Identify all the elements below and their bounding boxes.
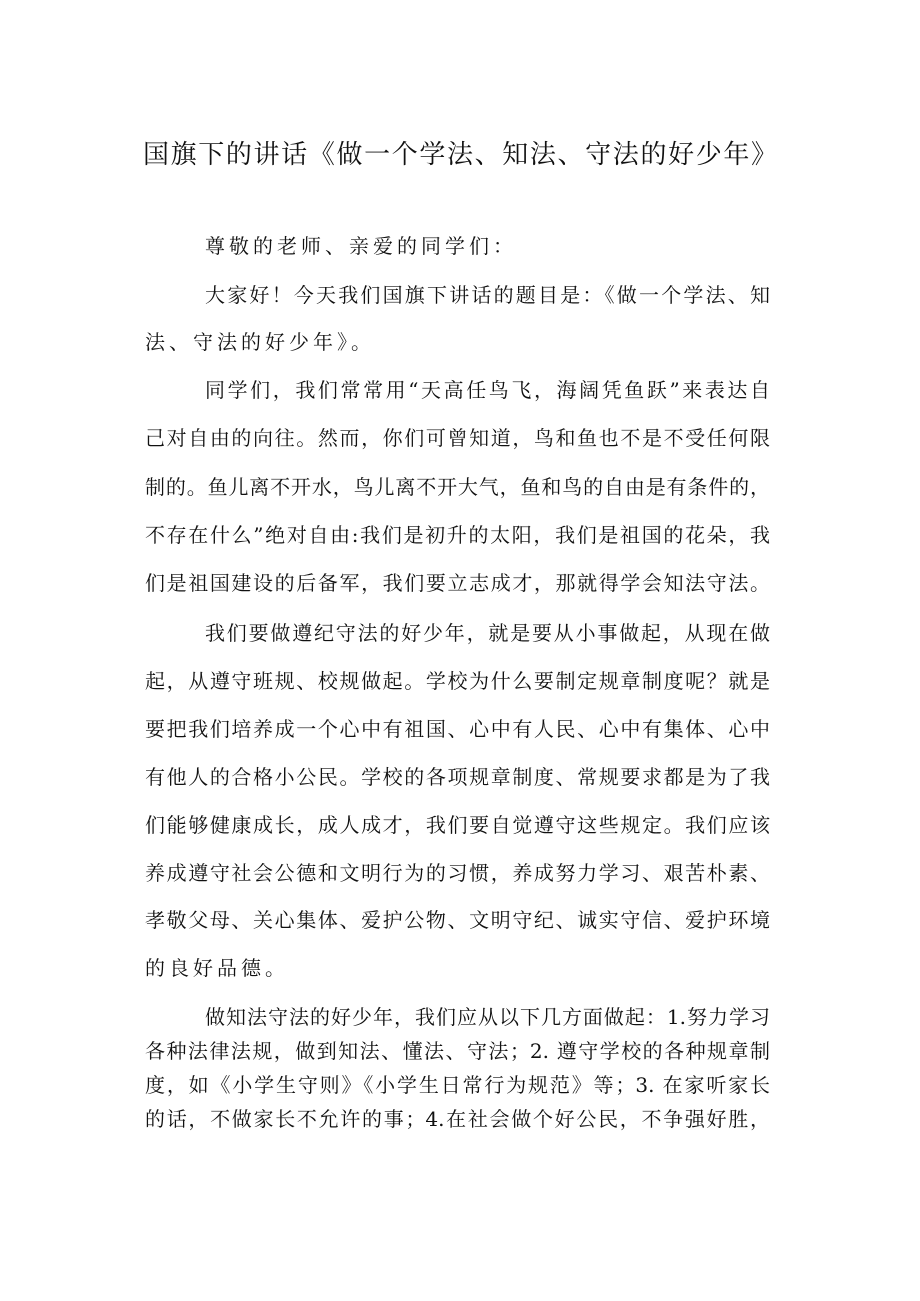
text-line: 起，从遵守班规、校规做起。学校为什么要制定规章制度呢？就是 (145, 669, 770, 693)
document-title: 国旗下的讲话《做一个学法、知法、守法的好少年》 (143, 140, 777, 170)
text-line: 我们要做遵纪守法的好少年，就是要从小事做起，从现在做 (205, 621, 770, 645)
text-line: 的话，不做家长不允许的事；4.在社会做个好公民，不争强好胜， (145, 1107, 770, 1131)
text-line: 法、守法的好少年》。 (145, 330, 375, 354)
text-line: 不存在什么”绝对自由:我们是初升的太阳，我们是祖国的花朵，我 (145, 523, 770, 547)
text-line: 们能够健康成长，成人成才，我们要自觉遵守这些规定。我们应该 (145, 813, 770, 837)
text-line: 孝敬父母、关心集体、爱护公物、文明守纪、诚实守信、爱护环境 (145, 908, 770, 932)
text-line: 要把我们培养成一个心中有祖国、心中有人民、心中有集体、心中 (145, 717, 770, 741)
text-line: 的良好品德。 (145, 956, 289, 980)
text-line: 制的。鱼儿离不开水，鸟儿离不开大气，鱼和鸟的自由是有条件的， (145, 475, 770, 499)
text-line: 养成遵守社会公德和文明行为的习惯，养成努力学习、艰苦朴素、 (145, 861, 770, 885)
text-line: 做知法守法的好少年，我们应从以下几方面做起：1.努力学习 (205, 1005, 770, 1029)
text-line: 己对自由的向往。然而，你们可曾知道，鸟和鱼也不是不受任何限 (145, 426, 770, 450)
text-line: 大家好！今天我们国旗下讲话的题目是：《做一个学法、知 (205, 283, 770, 307)
text-line: 各种法律法规，做到知法、懂法、守法；2. 遵守学校的各种规章制 (145, 1039, 770, 1063)
text-line: 们是祖国建设的后备军，我们要立志成才，那就得学会知法守法。 (145, 571, 770, 595)
text-line: 同学们，我们常常用“天高任鸟飞，海阔凭鱼跃”来表达自 (205, 378, 770, 402)
text-line: 尊敬的老师、亲爱的同学们： (205, 234, 517, 258)
text-line: 度，如《小学生守则》《小学生日常行为规范》等；3. 在家听家长 (145, 1073, 770, 1097)
text-line: 有他人的合格小公民。学校的各项规章制度、常规要求都是为了我 (145, 765, 770, 789)
